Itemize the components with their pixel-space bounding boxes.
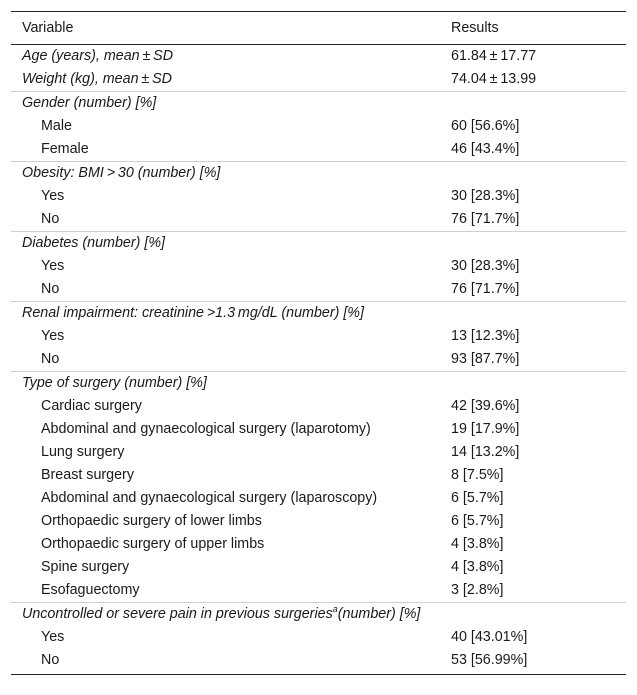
row-label: No: [41, 652, 60, 668]
row-value: 60 [56.6%]: [451, 118, 520, 134]
row-value: 14 [13.2%]: [451, 444, 520, 460]
row-label: Cardiac surgery: [41, 398, 142, 414]
table-row-obesity-no: [11, 208, 626, 231]
row-value: 61.84 ± 17.77: [451, 48, 537, 64]
table-row-diabetes-yes: [11, 255, 626, 278]
table-row-pain: [11, 603, 626, 626]
row-label: Breast surgery: [41, 467, 134, 483]
row-value: 30 [28.3%]: [451, 188, 520, 204]
table-row-female: [11, 138, 626, 161]
row-label: Orthopaedic surgery of upper limbs: [41, 536, 265, 552]
row-label: Esofaguectomy: [41, 582, 140, 598]
row-label: Renal impairment: creatinine >1.3 mg/dL (number) [%]: [22, 305, 364, 321]
table-row-obesity-yes: [11, 185, 626, 208]
row-label: Abdominal and gynaecological surgery (laparoscopy): [41, 490, 378, 506]
row-label: Abdominal and gynaecological surgery (laparotomy): [41, 421, 371, 437]
table-row-surgery-item: [11, 418, 626, 441]
table-row-renal-no: [11, 348, 626, 371]
row-label: Yes: [41, 629, 65, 645]
row-value: 30 [28.3%]: [451, 258, 520, 274]
row-label: Spine surgery: [41, 559, 130, 575]
pain-label-suffix: (number) [%]: [337, 606, 421, 622]
table-row-obesity: [11, 162, 626, 185]
header-variable: Variable: [22, 20, 74, 36]
table-bottom-rule: [11, 674, 626, 675]
row-value: 76 [71.7%]: [451, 281, 520, 297]
row-label: Lung surgery: [41, 444, 125, 460]
row-label: No: [41, 351, 60, 367]
row-label: Diabetes (number) [%]: [22, 235, 166, 251]
row-value: 13 [12.3%]: [451, 328, 520, 344]
row-label: Weight (kg), mean ± SD: [22, 71, 172, 87]
table-row-male: [11, 115, 626, 138]
row-label: [22, 606, 420, 622]
table-row-surgery-item: [11, 464, 626, 487]
table-row-renal: [11, 302, 626, 325]
table-header: [11, 12, 626, 44]
table-row-surgery-item: [11, 487, 626, 510]
table-row-pain-no: [11, 649, 626, 672]
row-value: 40 [43.01%]: [451, 629, 528, 645]
table-row-surgery-item: [11, 510, 626, 533]
header-results: Results: [451, 20, 499, 36]
table-row-diabetes-no: [11, 278, 626, 301]
row-value: 6 [5.7%]: [451, 513, 504, 529]
row-label: Yes: [41, 258, 65, 274]
row-label: Male: [41, 118, 72, 134]
row-label: No: [41, 281, 60, 297]
data-table: [11, 11, 626, 675]
table-row-gender: [11, 92, 626, 115]
row-value: 8 [7.5%]: [451, 467, 504, 483]
row-label: Obesity: BMI > 30 (number) [%]: [22, 165, 221, 181]
row-value: 93 [87.7%]: [451, 351, 520, 367]
row-value: 19 [17.9%]: [451, 421, 520, 437]
table-row-weight: [11, 68, 626, 91]
table-row-surgery-item: [11, 556, 626, 579]
table-row-renal-yes: [11, 325, 626, 348]
table-row-diabetes: [11, 232, 626, 255]
row-value: 6 [5.7%]: [451, 490, 504, 506]
row-value: 42 [39.6%]: [451, 398, 520, 414]
table-row-surgery-item: [11, 441, 626, 464]
table-row-surgery: [11, 372, 626, 395]
footnote-marker: a: [332, 604, 338, 615]
row-value: 53 [56.99%]: [451, 652, 528, 668]
row-value: 46 [43.4%]: [451, 141, 520, 157]
row-label: Age (years), mean ± SD: [22, 48, 174, 64]
row-label: Female: [41, 141, 89, 157]
row-value: 4 [3.8%]: [451, 536, 504, 552]
row-value: 74.04 ± 13.99: [451, 71, 537, 87]
table-row-surgery-item: [11, 395, 626, 418]
row-label: Yes: [41, 188, 65, 204]
row-value: 76 [71.7%]: [451, 211, 520, 227]
row-label: Orthopaedic surgery of lower limbs: [41, 513, 262, 529]
row-value: 4 [3.8%]: [451, 559, 504, 575]
table-row-pain-yes: [11, 626, 626, 649]
row-label: Yes: [41, 328, 65, 344]
pain-label-main: Uncontrolled or severe pain in previous surgeries: [22, 606, 333, 622]
row-label: Gender (number) [%]: [22, 95, 157, 111]
row-value: 3 [2.8%]: [451, 582, 504, 598]
row-label: Type of surgery (number) [%]: [22, 375, 207, 391]
table-row-surgery-item: [11, 533, 626, 556]
row-label: No: [41, 211, 60, 227]
table-row-surgery-item: [11, 579, 626, 602]
table-row-age: [11, 45, 626, 68]
